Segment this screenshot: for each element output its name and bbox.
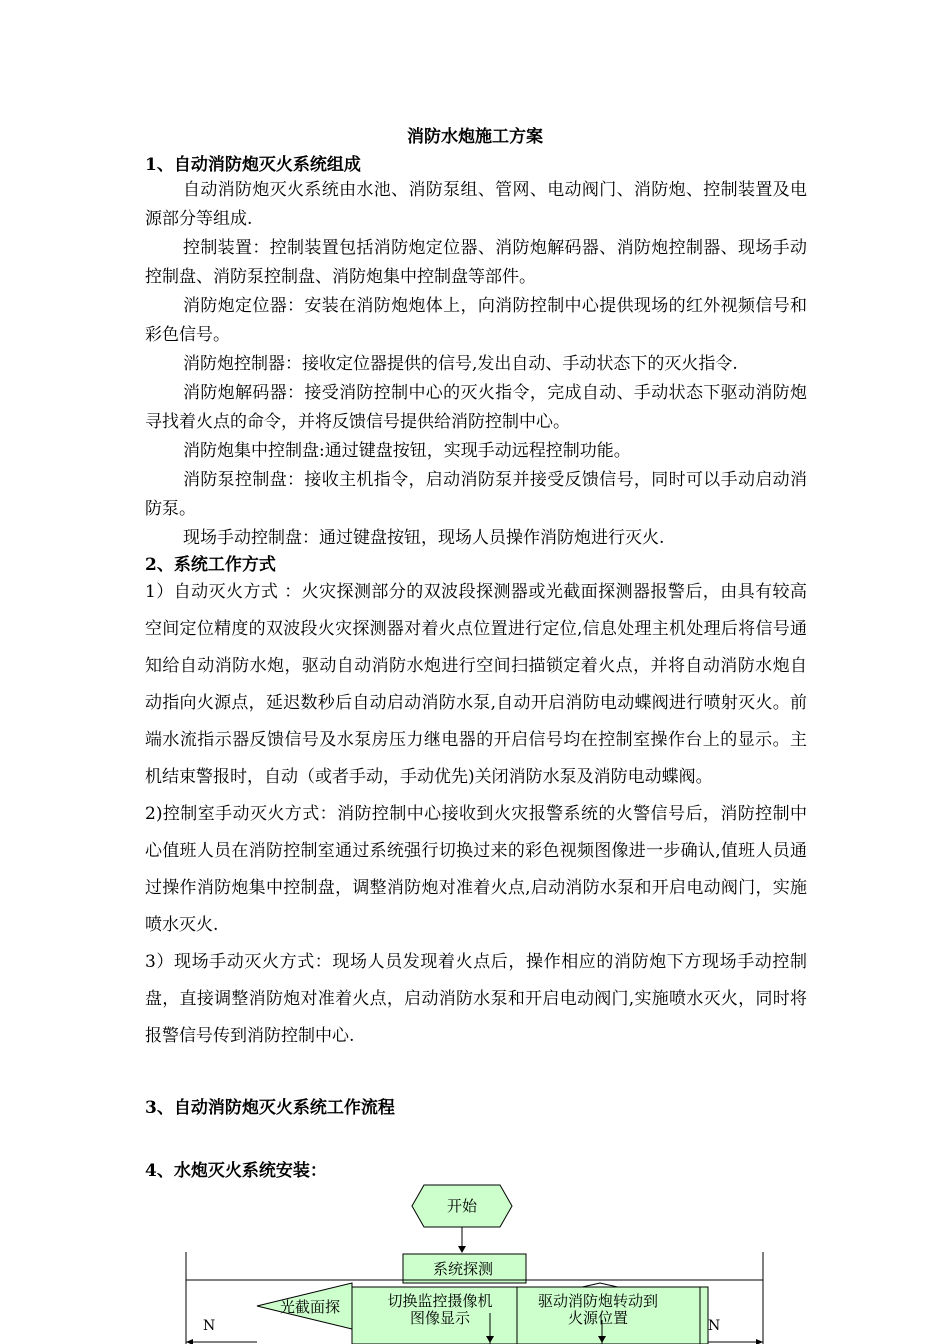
light-section-label: 光截面探: [280, 1298, 341, 1316]
paragraph-locator: 消防炮定位器：安装在消防炮炮体上，向消防控制中心提供现场的红外视频信号和彩色信号。: [145, 296, 807, 345]
paragraph-onsite-mode: 3）现场手动灭火方式：现场人员发现着火点后，操作相应的消防炮下方现场手动控制盘，直接调整消防炮对准着火点，启动消防水泵和开启电动阀门,实施喷水灭火，同时将报警信号传到消防控制中心.: [145, 952, 807, 1046]
paragraph-local-panel: 现场手动控制盘：通过键盘按钮，现场人员操作消防炮进行灭火.: [183, 528, 665, 548]
drive-cannon-line1: 驱动消防炮转动到: [537, 1292, 659, 1310]
paragraph-auto-mode: 1）自动灭火方式 ：火灾探测部分的双波段探测器或光截面探测器报警后，由具有较高空间定位精度的双波段火灾探测器对着火点位置进行定位,信息处理主机处理后将信号通知给自动消防水炮，驱动自动消防水炮进行空间扫描锁定着火点，并将自动消防水炮自动指向火源点，延迟数秒后自动启动消防水泵,自动开启消防电动蝶阀进行喷射灭火。前端水流指示器反馈信号及水泵房压力继电器的开启信号均在控制室操作台上的显示。主机结束警报时，自动（或者手动，手动优先)关闭消防水泵及消防电动蝶阀。: [145, 582, 807, 787]
paragraph-controller: 消防炮控制器：接收定位器提供的信号,发出自动、手动状态下的灭火指令.: [183, 354, 738, 374]
workflow-flowchart: [0, 1180, 950, 1344]
paragraph-decoder: 消防炮解码器：接受消防控制中心的灭火指令，完成自动、手动状态下驱动消防炮寻找着火点的命令，并将反馈信号提供给消防控制中心。: [145, 383, 807, 432]
section-4-heading: 4、水炮灭火系统安装：: [145, 1161, 327, 1181]
drive-cannon-line2: 火源位置: [567, 1309, 629, 1327]
paragraph-pump-panel: 消防泵控制盘：接收主机指令，启动消防泵并接受反馈信号，同时可以手动启动消防泵。: [145, 470, 807, 519]
section-2-heading: 2、系统工作方式: [145, 555, 276, 575]
paragraph-control-device: 控制装置：控制装置包括消防炮定位器、消防炮解码器、消防炮控制器、现场手动控制盘、消防泵控制盘、消防炮集中控制盘等部件。: [145, 238, 807, 287]
paragraph-control-room-mode: 2)控制室手动灭火方式：消防控制中心接收到火灾报警系统的火警信号后，消防控制中心值班人员在消防控制室通过系统强行切换过来的彩色视频图像进一步确认,值班人员通过操作消防炮集中控制盘，调整消防炮对准着火点,启动消防水泵和开启电动阀门，实施喷水灭火.: [145, 804, 807, 935]
detect-label: 系统探测: [432, 1260, 494, 1278]
paragraph-central-panel: 消防炮集中控制盘:通过键盘按钮，实现手动远程控制功能。: [183, 441, 631, 461]
arrowhead-detect: [458, 1246, 466, 1253]
paragraph-system-composition: 自动消防炮灭火系统由水池、消防泵组、管网、电动阀门、消防炮、控制装置及电源部分等组成.: [145, 180, 807, 229]
start-label: 开始: [446, 1197, 478, 1215]
document-title: 消防水炮施工方案: [407, 127, 543, 147]
no-branch-label-left: N: [203, 1318, 216, 1334]
section-1-heading: 1、自动消防炮灭火系统组成: [145, 155, 361, 175]
switch-camera-line2: 图像显示: [409, 1309, 471, 1327]
section-3-heading: 3、自动消防炮灭火系统工作流程: [145, 1098, 395, 1118]
section-1-body: [145, 176, 807, 553]
no-branch-label-right: N: [708, 1318, 721, 1334]
section-2-body: [145, 574, 807, 1055]
switch-camera-line1: 切换监控摄像机: [387, 1292, 493, 1310]
